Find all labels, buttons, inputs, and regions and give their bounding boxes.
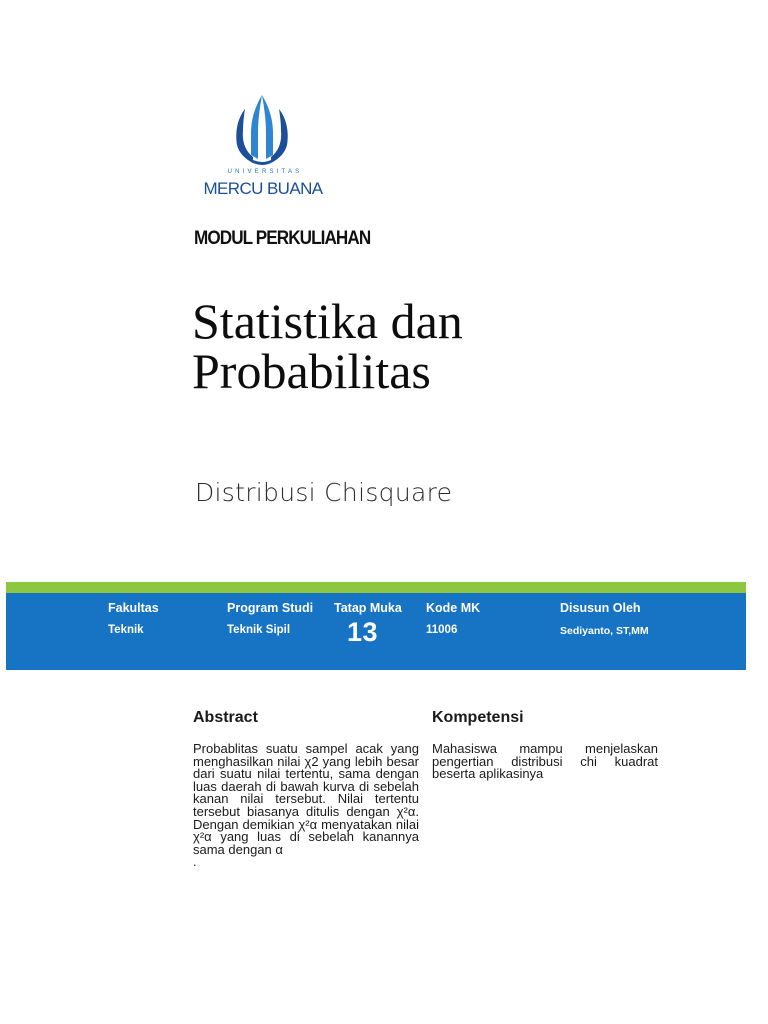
abstract-text	[193, 743, 419, 869]
program-studi-column	[227, 601, 313, 636]
fakultas-value: Teknik	[108, 624, 144, 636]
abstract-trailing: .	[193, 854, 197, 870]
disusun-oleh-value: Sediyanto, ST,MM	[560, 625, 649, 637]
kompetensi-paragraph: Mahasiswa mampu menjelaskan pengertian distribusi chi kuadrat beserta aplikasinya	[432, 741, 658, 782]
kode-mk-label: Kode MK	[426, 601, 481, 615]
disusun-oleh-label: Disusun Oleh	[560, 601, 641, 615]
program-studi-label: Program Studi	[227, 601, 314, 615]
tatap-muka-label: Tatap Muka	[334, 601, 402, 615]
logo-university-name: MERCU BUANA	[203, 179, 323, 198]
kompetensi-heading: Kompetensi	[432, 709, 524, 726]
kode-mk-value: 11006	[426, 624, 458, 636]
tatap-muka-value: 13	[347, 617, 379, 647]
page-subtitle: Distribusi Chisquare	[195, 478, 453, 507]
kompetensi-text	[432, 743, 658, 781]
tatap-muka-column	[334, 601, 402, 648]
fakultas-column	[108, 601, 159, 636]
abstract-heading: Abstract	[193, 709, 258, 726]
abstract-paragraph: Probablitas suatu sampel acak yang menghasilkan nilai χ2 yang lebih besar dari suatu nilai tertentu, sama dengan luas daerah di bawah kurva di sebelah kanan nilai tersebut. Nilai tertentu tersebut biasanya ditulis dengan χ²α. Dengan demikian χ²α menyatakan nilai χ²α yang luas di sebelah kanannya sama dengan α	[193, 741, 419, 857]
modul-label: MODUL PERKULIAHAN	[194, 228, 371, 249]
green-accent-bar	[6, 582, 746, 593]
flame-emblem-icon	[231, 93, 293, 167]
title-line-2: Probabilitas	[192, 343, 431, 399]
disusun-oleh-column	[560, 601, 649, 637]
kode-mk-column	[426, 601, 480, 636]
program-studi-value: Teknik Sipil	[227, 624, 291, 636]
page-title	[192, 293, 752, 399]
logo-top-text: UNIVERSITAS	[227, 169, 303, 175]
university-logo	[193, 93, 328, 208]
title-line-1: Statistika dan	[192, 293, 463, 349]
fakultas-label: Fakultas	[108, 601, 159, 615]
